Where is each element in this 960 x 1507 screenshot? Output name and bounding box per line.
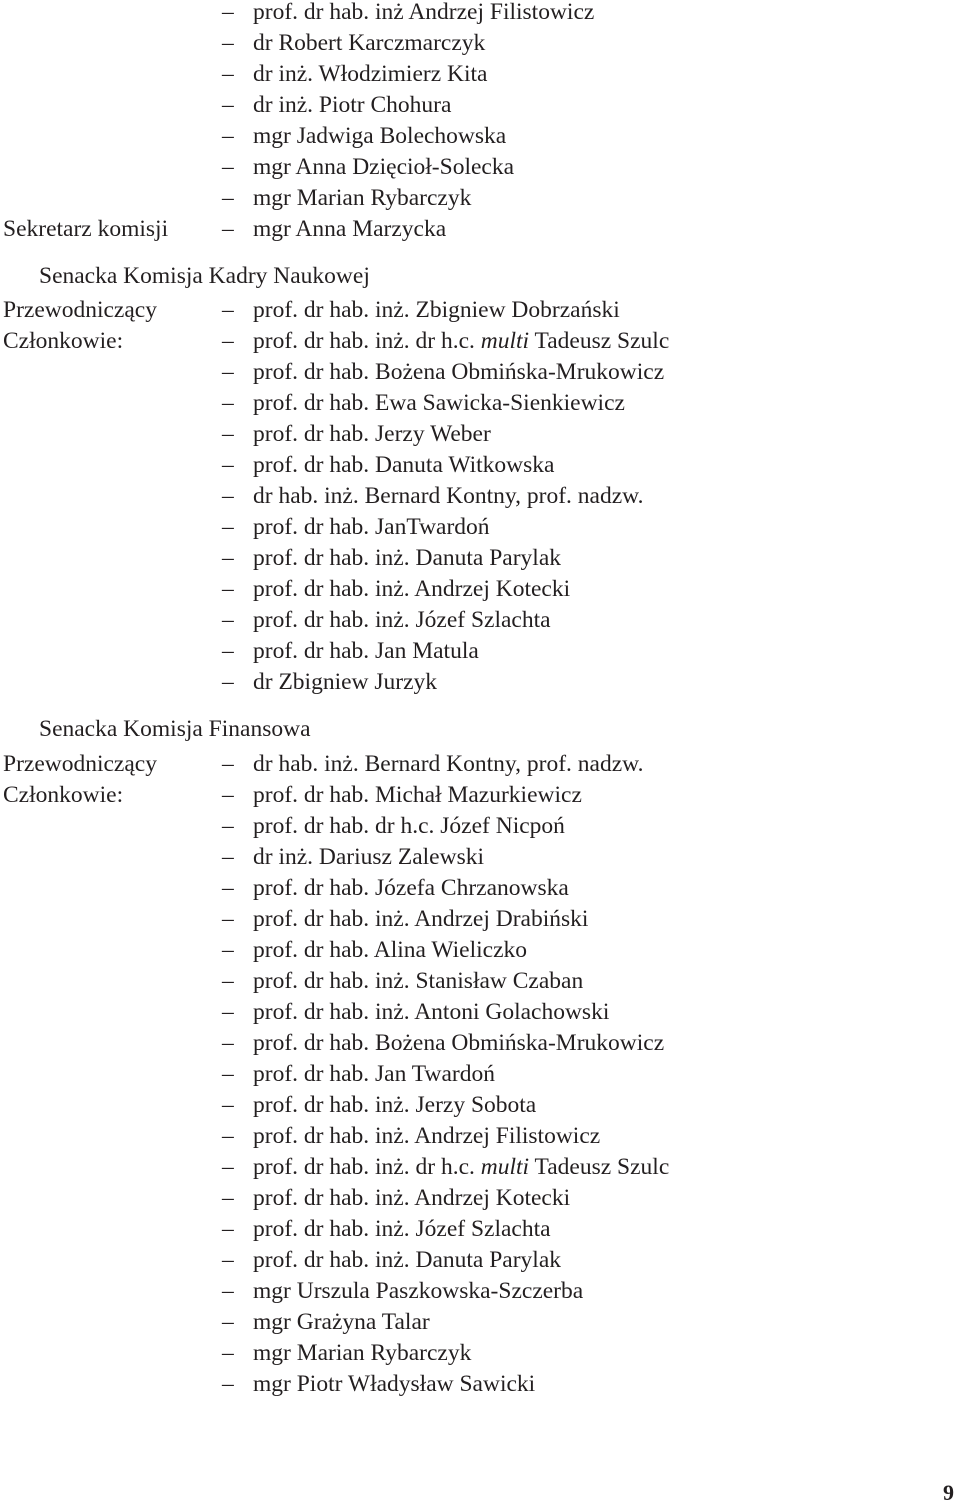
section-heading: Senacka Komisja Kadry Naukowej (39, 263, 370, 289)
secretary-name: mgr Anna Marzycka (253, 216, 447, 242)
member-name: prof. dr hab. JanTwardoń (253, 514, 490, 540)
member-name: prof. dr hab. inż Andrzej Filistowicz (253, 0, 595, 25)
dash: – (222, 782, 234, 808)
dash: – (222, 875, 234, 901)
list-item (0, 183, 960, 214)
member-name: prof. dr hab. Bożena Obmińska-Mrukowicz (253, 1030, 665, 1056)
secretary-label: Sekretarz komisji (3, 216, 169, 242)
dash: – (222, 123, 234, 149)
member-name: prof. dr hab. inż. Stanisław Czaban (253, 968, 584, 994)
dash: – (222, 844, 234, 870)
name-part: Tadeusz Szulc (529, 328, 670, 354)
dash: – (222, 452, 234, 478)
dash: – (222, 1340, 234, 1366)
member-name: prof. dr hab. inż. Andrzej Drabiński (253, 906, 589, 932)
member-name: prof. dr hab. Jan Twardoń (253, 1061, 495, 1087)
list-item (0, 1183, 960, 1214)
member-name (253, 326, 669, 357)
members-first-row (0, 326, 960, 357)
list-item (0, 935, 960, 966)
list-item (0, 1121, 960, 1152)
list-item (0, 904, 960, 935)
dash: – (222, 968, 234, 994)
list-item (0, 1369, 960, 1400)
member-name: dr Robert Karczmarczyk (253, 30, 486, 56)
member-name: prof. dr hab. inż. Danuta Parylak (253, 545, 562, 571)
list-item (0, 873, 960, 904)
list-item (0, 1338, 960, 1369)
list-item (0, 1090, 960, 1121)
dash: – (222, 1185, 234, 1211)
list-item (0, 512, 960, 543)
list-item (0, 357, 960, 388)
member-name: prof. dr hab. Ewa Sawicka-Sienkiewicz (253, 390, 625, 416)
member-name: mgr Grażyna Talar (253, 1309, 430, 1335)
list-item (0, 90, 960, 121)
dash: – (222, 0, 234, 25)
name-part: prof. dr hab. inż. dr h.c. (253, 328, 481, 354)
dash: – (222, 1030, 234, 1056)
list-item (0, 28, 960, 59)
dash: – (222, 937, 234, 963)
member-name: prof. dr hab. inż. Andrzej Kotecki (253, 576, 571, 602)
chair-label: Przewodniczący (3, 751, 157, 777)
dash: – (222, 483, 234, 509)
list-item (0, 0, 960, 28)
list-item (0, 667, 960, 698)
name-part-italic: multi (480, 1154, 530, 1180)
section-heading: Senacka Komisja Finansowa (39, 716, 311, 742)
list-item (0, 842, 960, 873)
dash: – (222, 421, 234, 447)
list-item (0, 1059, 960, 1090)
member-name: dr inż. Włodzimierz Kita (253, 61, 488, 87)
list-item (0, 997, 960, 1028)
dash: – (222, 1154, 234, 1180)
chair-name: dr hab. inż. Bernard Kontny, prof. nadzw. (253, 751, 644, 777)
dash: – (222, 61, 234, 87)
secretary-row (0, 214, 960, 245)
dash: – (222, 154, 234, 180)
list-item (0, 152, 960, 183)
chair-row (0, 295, 960, 326)
member-name: prof. dr hab. inż. Józef Szlachta (253, 1216, 551, 1242)
member-name: dr hab. inż. Bernard Kontny, prof. nadzw. (253, 483, 644, 509)
dash: – (222, 328, 234, 354)
list-item (0, 574, 960, 605)
member-name: mgr Marian Rybarczyk (253, 1340, 472, 1366)
list-item (0, 1028, 960, 1059)
dash: – (222, 359, 234, 385)
list-item (0, 121, 960, 152)
member-name: prof. dr hab. dr h.c. Józef Nicpoń (253, 813, 565, 839)
member-name: prof. dr hab. inż. Andrzej Filistowicz (253, 1123, 601, 1149)
list-item (0, 1152, 960, 1183)
member-name: prof. dr hab. inż. Danuta Parylak (253, 1247, 562, 1273)
dash: – (222, 92, 234, 118)
dash: – (222, 1278, 234, 1304)
list-item (0, 1245, 960, 1276)
list-item (0, 543, 960, 574)
list-item (0, 811, 960, 842)
dash: – (222, 1092, 234, 1118)
list-item (0, 388, 960, 419)
member-name: dr Zbigniew Jurzyk (253, 669, 438, 695)
member-name: mgr Marian Rybarczyk (253, 185, 472, 211)
dash: – (222, 1123, 234, 1149)
dash: – (222, 1061, 234, 1087)
dash: – (222, 1216, 234, 1242)
dash: – (222, 669, 234, 695)
member-name: mgr Anna Dzięcioł-Solecka (253, 154, 515, 180)
member-name: prof. dr hab. Alina Wieliczko (253, 937, 528, 963)
member-name: prof. dr hab. inż. Andrzej Kotecki (253, 1185, 571, 1211)
list-item (0, 59, 960, 90)
dash: – (222, 1371, 234, 1397)
member-name: dr inż. Piotr Chohura (253, 92, 452, 118)
dash: – (222, 906, 234, 932)
dash: – (222, 216, 234, 242)
chair-row (0, 749, 960, 780)
list-item (0, 419, 960, 450)
list-item (0, 966, 960, 997)
dash: – (222, 1309, 234, 1335)
member-name: prof. dr hab. Jan Matula (253, 638, 479, 664)
dash: – (222, 297, 234, 323)
list-item (0, 636, 960, 667)
name-part-italic: multi (480, 328, 530, 354)
members-label: Członkowie: (3, 328, 124, 354)
dash: – (222, 545, 234, 571)
dash: – (222, 576, 234, 602)
member-name: prof. dr hab. Danuta Witkowska (253, 452, 555, 478)
dash: – (222, 30, 234, 56)
member-name: prof. dr hab. Bożena Obmińska-Mrukowicz (253, 359, 665, 385)
member-name (253, 1152, 669, 1183)
member-name: prof. dr hab. inż. Jerzy Sobota (253, 1092, 537, 1118)
member-name: dr inż. Dariusz Zalewski (253, 844, 485, 870)
dash: – (222, 607, 234, 633)
members-label: Członkowie: (3, 782, 124, 808)
list-item (0, 605, 960, 636)
dash: – (222, 390, 234, 416)
list-item (0, 450, 960, 481)
member-name: prof. dr hab. inż. Józef Szlachta (253, 607, 551, 633)
page-number: 9 (943, 1480, 954, 1505)
name-part: prof. dr hab. inż. dr h.c. (253, 1154, 481, 1180)
dash: – (222, 185, 234, 211)
dash: – (222, 751, 234, 777)
member-name: prof. dr hab. Jerzy Weber (253, 421, 491, 447)
list-item (0, 1276, 960, 1307)
member-name: prof. dr hab. Michał Mazurkiewicz (253, 782, 582, 808)
member-name: mgr Jadwiga Bolechowska (253, 123, 507, 149)
list-item (0, 1307, 960, 1338)
list-item (0, 481, 960, 512)
member-name: prof. dr hab. inż. Antoni Golachowski (253, 999, 610, 1025)
members-first-row (0, 780, 960, 811)
member-name: mgr Urszula Paszkowska-Szczerba (253, 1278, 584, 1304)
dash: – (222, 514, 234, 540)
chair-label: Przewodniczący (3, 297, 157, 323)
dash: – (222, 999, 234, 1025)
member-name: prof. dr hab. Józefa Chrzanowska (253, 875, 569, 901)
chair-name: prof. dr hab. inż. Zbigniew Dobrzański (253, 297, 620, 323)
dash: – (222, 813, 234, 839)
name-part: Tadeusz Szulc (529, 1154, 670, 1180)
dash: – (222, 1247, 234, 1273)
list-item (0, 1214, 960, 1245)
member-name: mgr Piotr Władysław Sawicki (253, 1371, 536, 1397)
dash: – (222, 638, 234, 664)
